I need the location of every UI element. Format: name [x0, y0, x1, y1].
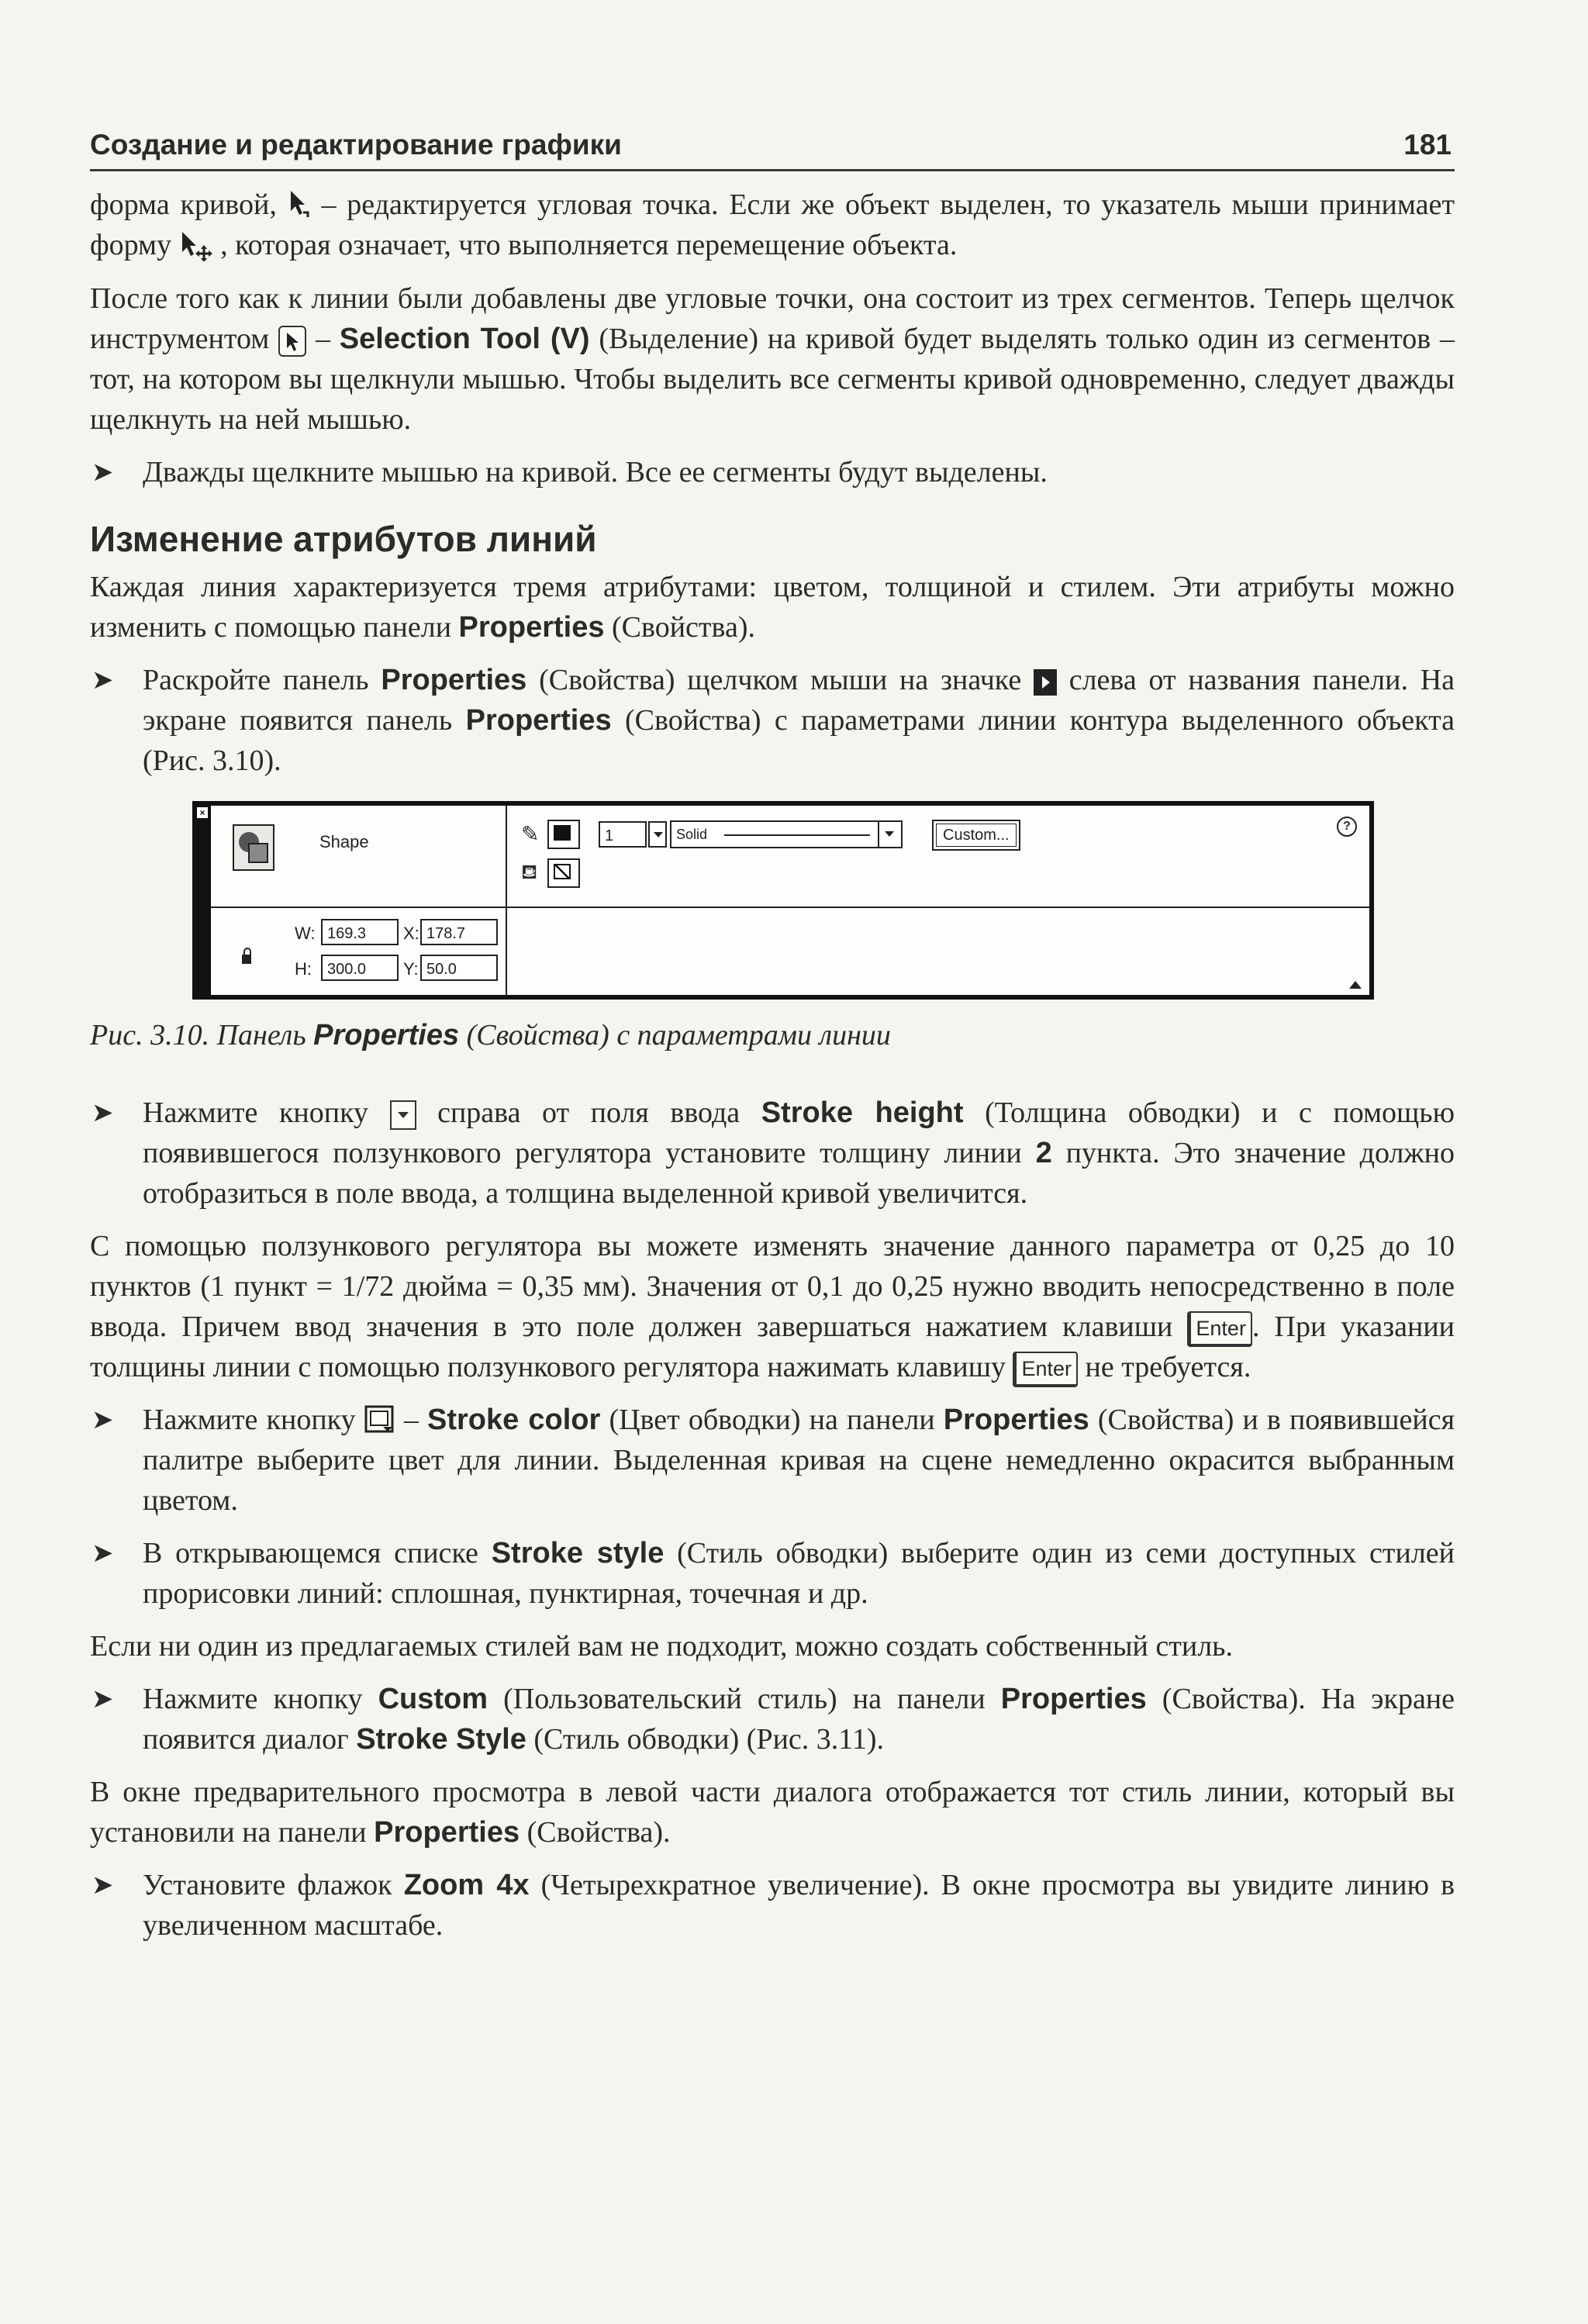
collapse-icon[interactable]: × — [197, 807, 208, 818]
properties-panel-figure — [192, 801, 1374, 1000]
list-item: ➤ В открывающемся списке Stroke style (Стиль обводки) выберите один из семи доступных стилей прорисовки линий: сплошная, пунктирная, точечная и др. — [90, 1533, 1455, 1614]
y-input[interactable]: 50.0 — [420, 955, 498, 981]
stroke-height-input[interactable]: 1 — [599, 821, 647, 848]
preview-paragraph: В окне предварительного просмотра в левой части диалога отображается тот стиль линии, который вы установили на панели Properties (Свойства). — [90, 1776, 1455, 1849]
attributes-paragraph: Каждая линия характеризуется тремя атрибутами: цветом, толщиной и стилем. Эти атрибуты можно изменить с помощью панели Properties (Свойства). — [90, 570, 1455, 644]
shape-type-icon — [233, 824, 274, 871]
chapter-title: Создание и редактирование графики — [90, 129, 622, 161]
stroke-color-button[interactable] — [547, 820, 580, 849]
arrowhead-bullet-icon: ➤ — [91, 1683, 114, 1715]
lock-icon[interactable] — [242, 955, 251, 964]
selection-tool-icon — [278, 326, 306, 357]
arrowhead-bullet-icon: ➤ — [91, 664, 114, 696]
dropdown-arrow-icon — [390, 1100, 416, 1130]
slider-range-paragraph: С помощью ползункового регулятора вы можете изменять значение данного параметра от 0,25 до 10 пунктов (1 пункт = 1/72 дюйма = 0,35 мм). Значения от 0,1 до 0,25 нужно вводить непосредственно в поле ввода. Причем ввод значения в это поле должен завершаться нажатием клавиши Enter . При указании толщины линии с помощью ползункового регулятора нажимать клавишу Enter не требуется. — [90, 1226, 1455, 1388]
w-label: W: — [295, 923, 316, 943]
custom-style-paragraph: Если ни один из предлагаемых стилей вам не подходит, можно создать собственный стиль. — [90, 1630, 1233, 1663]
selection-tool-paragraph: После того как к линии были добавлены две угловые точки, она состоит из трех сегментов. Теперь щелчок инструментом – Selection Tool (V) (Выделение) на кривой будет выделять только один из сегментов – тот, на котором вы щелкнули мышью. Чтобы выделить все сегменты кривой одновременно, следует дважды щелкнуть на ней мышью. — [90, 281, 1455, 436]
list-item: ➤ Установите флажок Zoom 4x (Четырехкратное увеличение). В окне просмотра вы увидите линию в увеличенном масштабе. — [90, 1865, 1455, 1946]
list-item: ➤ Нажмите кнопку Custom (Пользовательский стиль) на панели Properties (Свойства). На экране появится диалог Stroke Style (Стиль обводки) (Рис. 3.11). — [90, 1679, 1455, 1759]
page-body — [90, 185, 1455, 1958]
list-item: ➤ Нажмите кнопку справа от поля ввода Stroke height (Толщина обводки) и с помощью появившегося ползункового регулятора установите толщину линии 2 пункта. Это значение должно отобразиться в поле ввода, а толщина выделенной кривой увеличится. — [90, 1093, 1455, 1214]
list-item: ➤ Дважды щелкните мышью на кривой. Все ее сегменты будут выделены. — [90, 452, 1455, 492]
figure-caption: Рис. 3.10. Панель Properties (Свойства) с параметрами линии — [90, 1018, 891, 1051]
enter-key-icon: Enter — [1013, 1352, 1078, 1387]
enter-key-icon: Enter — [1187, 1311, 1252, 1347]
intro-paragraph: форма кривой, – редактируется угловая точка. Если же объект выделен, то указатель мыши принимает форму , которая означает, что выполняется перемещение объекта. — [90, 185, 1455, 266]
page-number: 181 — [1403, 129, 1452, 161]
list-item: ➤ Нажмите кнопку – Stroke color (Цвет обводки) на панели Properties (Свойства) и в появившейся палитре выберите цвет для линии. Выделенная кривая на сцене немедленно окрасится выбранным цветом. — [90, 1400, 1455, 1521]
expand-panel-icon — [1034, 669, 1057, 696]
paint-bucket-icon: ⛾ — [521, 859, 538, 883]
x-label: X: — [403, 923, 419, 943]
expand-panel-icon[interactable] — [1349, 981, 1362, 989]
properties-panel-body — [211, 806, 1369, 995]
chevron-down-icon — [878, 822, 901, 847]
x-input[interactable]: 178.7 — [420, 919, 498, 945]
arrowhead-bullet-icon: ➤ — [91, 1538, 114, 1569]
help-icon[interactable]: ? — [1337, 817, 1357, 837]
fill-color-button[interactable] — [547, 858, 580, 888]
height-input[interactable]: 300.0 — [321, 955, 399, 981]
move-cursor-icon — [179, 230, 213, 266]
arrowhead-bullet-icon: ➤ — [91, 1096, 114, 1128]
arrowhead-bullet-icon: ➤ — [91, 1870, 114, 1901]
section-heading: Изменение атрибутов линий — [90, 518, 597, 559]
stroke-style-select[interactable]: Solid — [670, 820, 903, 848]
shape-label: Shape — [319, 831, 369, 851]
h-label: H: — [295, 958, 312, 979]
running-header — [90, 126, 1455, 171]
panel-divider — [506, 806, 507, 995]
panel-divider — [211, 906, 1369, 908]
corner-point-cursor-icon — [288, 189, 311, 225]
list-item: ➤ Раскройте панель Properties (Свойства) щелчком мыши на значке слева от названия панели. На экране появится панель Properties (Свойства) с параметрами линии контура выделенного объекта (Рис. 3.10). — [90, 660, 1455, 781]
panel-collapse-strip[interactable] — [194, 803, 211, 998]
custom-button[interactable]: Custom... — [932, 820, 1020, 851]
stroke-height-slider-button[interactable] — [648, 821, 667, 848]
pencil-icon: ✎ — [521, 821, 540, 846]
arrowhead-bullet-icon: ➤ — [91, 456, 114, 488]
y-label: Y: — [403, 958, 419, 979]
stroke-color-icon — [364, 1405, 395, 1439]
arrowhead-bullet-icon: ➤ — [91, 1404, 114, 1436]
width-input[interactable]: 169.3 — [321, 919, 399, 945]
